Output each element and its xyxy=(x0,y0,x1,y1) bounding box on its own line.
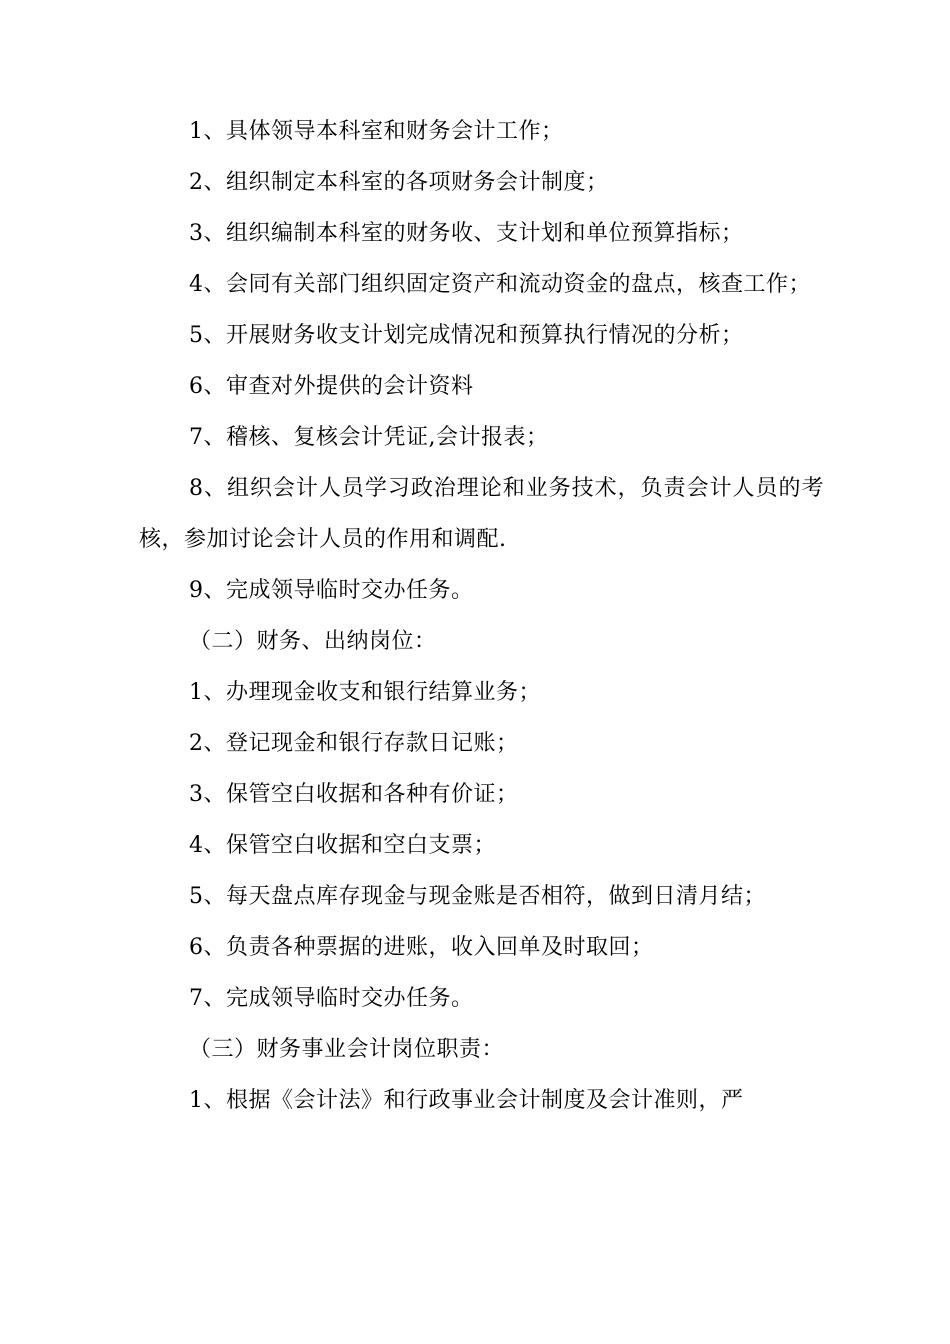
document-body xyxy=(139,106,824,1126)
paragraph-5: 5、开展财务收支计划完成情况和预算执行情况的分析； xyxy=(189,323,744,348)
paragraph-4: 4、会同有关部门组织固定资产和流动资金的盘点，核查工作； xyxy=(189,272,811,297)
paragraph-8: 8、组织会计人员学习政治理论和业务技术，负责会计人员的考核，参加讨论会计人员的作用和调配. xyxy=(139,476,824,552)
paragraph-11: 2、登记现金和银行存款日记账； xyxy=(189,731,519,756)
paragraph-7: 7、稽核、复核会计凭证,会计报表； xyxy=(189,425,549,450)
paragraph-10: 1、办理现金收支和银行结算业务； xyxy=(189,680,541,705)
paragraph-13: 4、保管空白收据和空白支票； xyxy=(189,833,496,858)
section-heading-2: （二）财务、出纳岗位： xyxy=(189,629,437,654)
section-heading-3: （三）财务事业会计岗位职责： xyxy=(189,1037,505,1062)
paragraph-6: 6、审查对外提供的会计资料 xyxy=(189,374,474,399)
paragraph-2: 2、组织制定本科室的各项财务会计制度； xyxy=(189,170,609,195)
paragraph-9: 9、完成领导临时交办任务。 xyxy=(189,578,474,603)
paragraph-17: 1、根据《会计法》和行政事业会计制度及会计准则，严 xyxy=(189,1088,744,1113)
paragraph-14: 5、每天盘点库存现金与现金账是否相符，做到日清月结； xyxy=(189,884,766,909)
paragraph-12: 3、保管空白收据和各种有价证； xyxy=(189,782,519,807)
paragraph-1: 1、具体领导本科室和财务会计工作； xyxy=(189,119,564,144)
paragraph-16: 7、完成领导临时交办任务。 xyxy=(189,986,474,1011)
paragraph-3: 3、组织编制本科室的财务收、支计划和单位预算指标； xyxy=(189,221,744,246)
paragraph-15: 6、负责各种票据的进账，收入回单及时取回； xyxy=(189,935,654,960)
